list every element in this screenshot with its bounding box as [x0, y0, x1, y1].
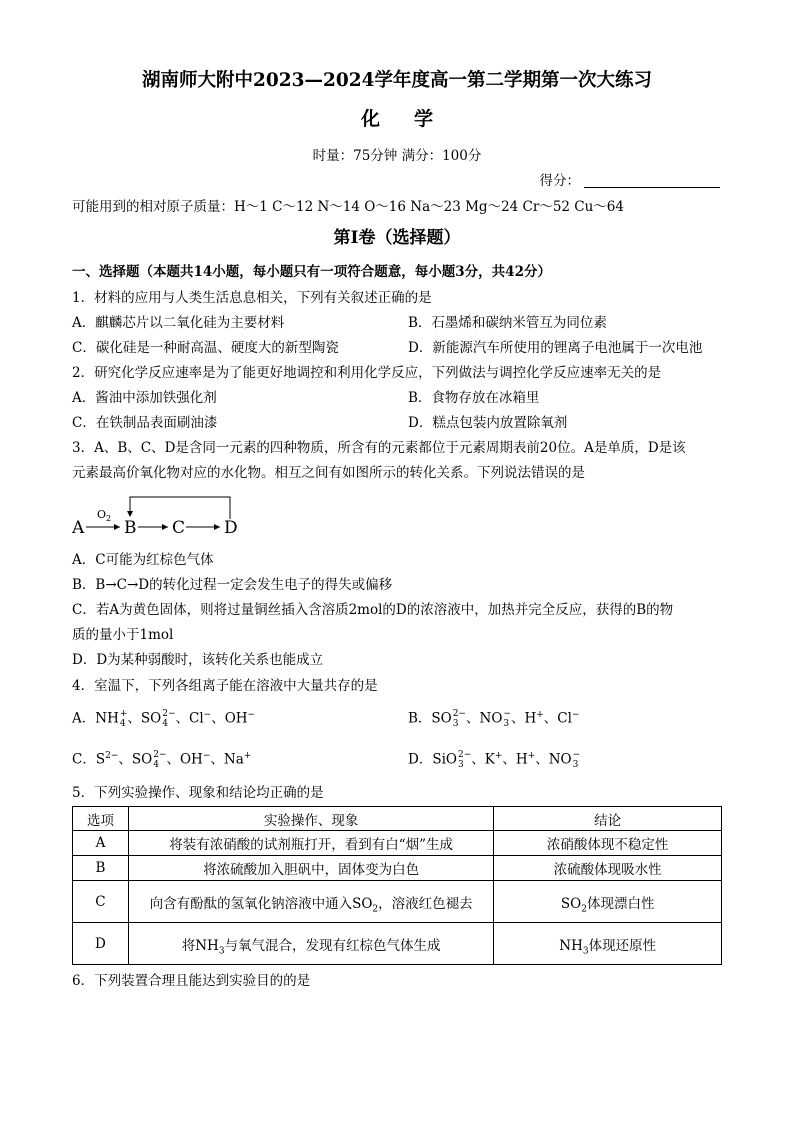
header-operation: 实验操作、现象 — [128, 807, 493, 831]
table-row: C 向含有酚酞的氢氧化钠溶液中通入$SO_2$，溶液红色褪去 $SO_2$体现漂白性 — [73, 881, 722, 923]
table-header-row — [73, 807, 722, 831]
arrow-d-b — [130, 497, 230, 519]
exam-title: 湖南师大附中2023—2024学年度高一第二学期第一次大练习 — [142, 70, 652, 91]
q2-option-b: B．食物存放在冰箱里 — [408, 390, 540, 406]
arrowhead-b-c — [162, 524, 168, 530]
arrowhead-d-b — [127, 511, 133, 517]
diagram-label-c: C — [172, 518, 186, 538]
q5-stem: 5．下列实验操作、现象和结论均正确的是 — [72, 785, 324, 801]
q2-option-c: C．在铁制品表面刷油漆 — [72, 415, 218, 431]
q3-option-b: B．B→C→D的转化过程一定会发生电子的得失或偏移 — [72, 577, 393, 593]
diagram-label-a: A — [72, 518, 85, 538]
table-row: D 将$NH_3$与氧气混合，发现有红棕色气体生成 $NH_3$体现还原性 — [73, 923, 722, 965]
q3-option-a: A．C可能为红棕色气体 — [72, 552, 214, 568]
q3-conversion-diagram — [72, 493, 252, 543]
q2-option-a: A．酱油中添加铁强化剂 — [72, 390, 217, 406]
q1-option-d: D．新能源汽车所使用的锂离子电池属于一次电池 — [408, 340, 703, 356]
subject-char-2: 学 — [414, 108, 434, 130]
score-field — [540, 172, 721, 190]
arrowhead-c-d — [214, 524, 220, 530]
q3-option-d: D．D为某种弱酸时，该转化关系也能成立 — [72, 652, 324, 668]
diagram-label-b: B — [124, 518, 137, 538]
q4-option-b: B．SO 2− 3 、NO − 3 、H+、Cl− — [408, 709, 580, 729]
score-blank-line — [584, 173, 720, 188]
q1-stem: 1．材料的应用与人类生活息息相关，下列有关叙述正确的是 — [72, 290, 432, 306]
q1-option-c: C．碳化硅是一种耐高温、硬度大的新型陶瓷 — [72, 340, 339, 356]
header-option: 选项 — [73, 807, 129, 831]
q2-option-d: D．糕点包装内放置除氧剂 — [408, 415, 568, 431]
q3-stem-line2: 元素最高价氧化物对应的水化物。相互之间有如图所示的转化关系。下列说法错误的是 — [72, 465, 585, 481]
atomic-masses: 可能用到的相对原子质量：H～1 C～12 N～14 O～16 Na～23 Mg～24 Cr～52 Cu～64 — [72, 199, 624, 215]
q6-stem: 6．下列装置合理且能达到实验目的的是 — [72, 973, 311, 989]
part1-title: 第Ⅰ卷（选择题） — [333, 228, 461, 248]
part1-instructions: 一、选择题（本题共14小题，每小题只有一项符合题意，每小题3分，共42分） — [72, 264, 551, 280]
q3-option-c-line1: C．若A为黄色固体，则将过量铜丝插入含溶质2mol的D的浓溶液中，加热并完全反应，获得的B的物 — [72, 602, 674, 618]
q4-option-c: C．$S^{2-}$、SO 2− 4 、OH−、Na+ — [72, 750, 252, 770]
q4-option-d: D．SiO 2− 3 、K+、H+、NO − 3 — [408, 750, 581, 770]
table-row: B 将浓硫酸加入胆矾中，固体变为白色 浓硫酸体现吸水性 — [73, 856, 722, 881]
diagram-o2: $O_2$ — [97, 508, 112, 523]
arrowhead-a-b — [114, 524, 120, 530]
score-label: 得分： — [539, 173, 580, 189]
diagram-label-d: D — [224, 518, 238, 538]
subject-heading — [0, 110, 794, 128]
header-conclusion: 结论 — [494, 807, 722, 831]
q5-experiment-table — [72, 806, 722, 965]
q4-stem: 4．室温下，下列各组离子能在溶液中大量共存的是 — [72, 678, 378, 694]
q3-option-c-line2: 质的量小于1mol — [72, 627, 174, 643]
q4-option-a: A．NH + 4 、SO 2− 4 、Cl−、OH− — [72, 709, 256, 729]
q1-option-b: B．石墨烯和碳纳米管互为同位素 — [408, 315, 607, 331]
table-row: A 将装有浓硝酸的试剂瓶打开，看到有白“烟”生成 浓硝酸体现不稳定性 — [73, 831, 722, 856]
q3-stem-line1: 3．A、B、C、D是含同一元素的四种物质，所含有的元素都位于元素周期表前20位。A是单质，D是该 — [72, 440, 686, 456]
q1-option-a: A．麒麟芯片以二氧化硅为主要材料 — [72, 315, 285, 331]
time-and-score-info: 时量：75分钟 满分：100分 — [312, 148, 482, 164]
q2-stem: 2．研究化学反应速率是为了能更好地调控和利用化学反应，下列做法与调控化学反应速率无关的是 — [72, 365, 662, 381]
subject-char-1: 化 — [360, 108, 380, 130]
